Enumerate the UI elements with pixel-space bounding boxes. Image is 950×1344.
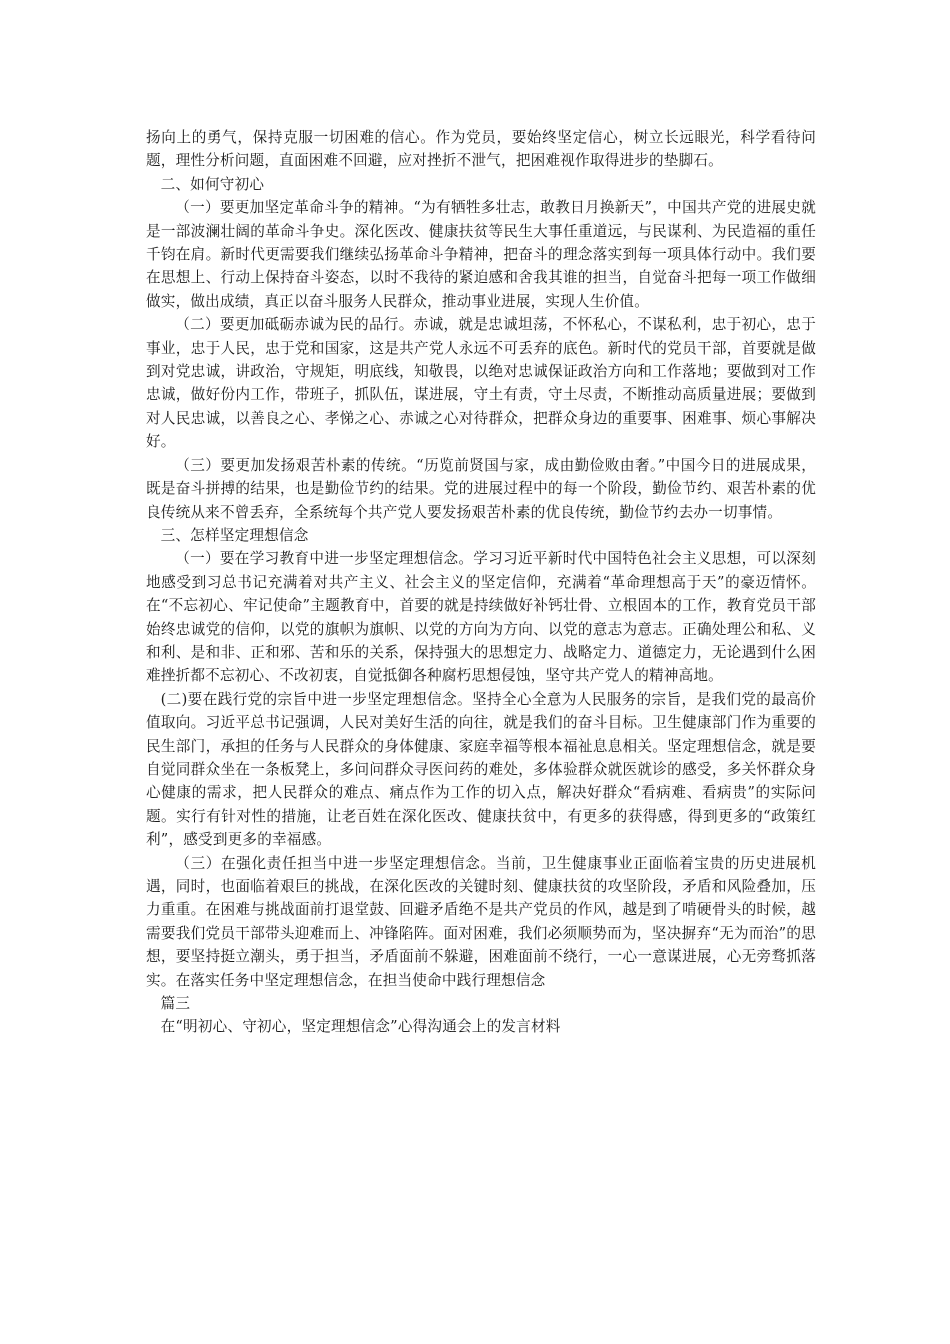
paragraph-3-2: (二)要在践行党的宗旨中进一步坚定理想信念。坚持全心全意为人民服务的宗旨，是我们党的最高价值取向。习近平总书记强调，人民对美好生活的向往，就是我们的奋斗目标。卫生健康部门作为重要的民生部门，承担的任务与人民群众的身体健康、家庭幸福等根本福祉息息相关。坚定理想信念，就是要自觉同群众坐在一条板凳上，多问问群众寻医问药的难处，多体验群众就医就诊的感受，多关怀群众身心健康的需求，把人民群众的难点、痛点作为工作的切入点，解决好群众“看病难、看病贵”的实际问题。实行有针对性的措施，让老百姓在深化医改、健康扶贫中，有更多的获得感，得到更多的“政策红利”，感受到更多的幸福感。: [146, 690, 816, 849]
paragraph-3-1: （一）要在学习教育中进一步坚定理想信念。学习习近平新时代中国特色社会主义思想，可以深刻地感受到习总书记充满着对共产主义、社会主义的坚定信仰，充满着“革命理想高于天”的豪迈情怀。在“不忘初心、牢记使命”主题教育中，首要的就是持续做好补钙壮骨、立根固本的工作，教育党员干部始终忠诚党的信仰，以党的旗帜为旗帜、以党的方向为方向、以党的意志为意志。正确处理公和私、义和利、是和非、正和邪、苦和乐的关系，保持强大的思想定力、战略定力、道德定力，无论遇到什么困难挫折都不忘初心、不改初衷，自觉抵御各种腐朽思想侵蚀，坚守共产党人的精神高地。: [146, 550, 816, 685]
part-heading: 篇三: [160, 995, 191, 1013]
paragraph-2-1: （一）要更加坚定革命斗争的精神。“为有牺牲多壮志，敢教日月换新天”，中国共产党的进展史就是一部波澜壮阔的革命斗争史。深化医改、健康扶贫等民生大事任重道远，与民谋利、为民造福的重任千钧在肩。新时代更需要我们继续弘扬革命斗争精神，把奋斗的理念落实到每一项具体行动中。我们要在思想上、行动上保持奋斗姿态，以时不我待的紧迫感和舍我其谁的担当，自觉奋斗把每一项工作做细做实，做出成绩，真正以奋斗服务人民群众，推动事业进展，实现人生价值。: [146, 199, 816, 310]
section-heading-2: 二、如何守初心: [160, 175, 265, 193]
paragraph-2-2: （二）要更加砥砺赤诚为民的品行。赤诚，就是忠诚坦荡，不怀私心，不谋私利，忠于初心，忠于事业，忠于人民，忠于党和国家，这是共产党人永远不可丢弃的底色。新时代的党员干部，首要就是做到对党忠诚，讲政治，守规矩，明底线，知敬畏，以绝对忠诚保证政治方向和工作落地；要做到对工作忠诚，做好份内工作，带班子，抓队伍，谋进展，守土有责，守土尽责，不断推动高质量进展；要做到对人民忠诚，以善良之心、孝悌之心、赤诚之心对待群众，把群众身边的重要事、困难事、烦心事解决好。: [146, 316, 816, 451]
document-title: 在“明初心、守初心，坚定理想信念”心得沟通会上的发言材料: [160, 1018, 561, 1036]
document-body: [146, 126, 816, 1039]
paragraph-intro-continuation: 扬向上的勇气，保持克服一切困难的信心。作为党员，要始终坚定信心，树立长远眼光，科学看待问题，理性分析问题，直面困难不回避，应对挫折不泄气，把困难视作取得进步的垫脚石。: [146, 129, 816, 170]
section-heading-3: 三、怎样坚定理想信念: [160, 526, 309, 544]
paragraph-2-3: （三）要更加发扬艰苦朴素的传统。“历览前贤国与家，成由勤俭败由奢。”中国今日的进展成果，既是奋斗拼搏的结果，也是勤俭节约的结果。党的进展过程中的每一个阶段，勤俭节约、艰苦朴素的优良传统从来不曾丢弃，全系统每个共产党人要发扬艰苦朴素的优良传统，勤俭节约去办一切事情。: [146, 456, 816, 521]
paragraph-3-3: （三）在强化责任担当中进一步坚定理想信念。当前，卫生健康事业正面临着宝贵的历史进展机遇，同时，也面临着艰巨的挑战，在深化医改的关键时刻、健康扶贫的攻坚阶段，矛盾和风险叠加，压力重重。在困难与挑战面前打退堂鼓、回避矛盾绝不是共产党员的作风，越是到了啃硬骨头的时候，越需要我们党员干部带头迎难而上、冲锋陷阵。面对困难，我们必须顺势而为，坚决摒弃“无为而治”的思想，要坚持挺立潮头，勇于担当，矛盾面前不躲避，困难面前不绕行，一心一意谋进展，心无旁骛抓落实。在落实任务中坚定理想信念，在担当使命中践行理想信念: [146, 854, 816, 989]
